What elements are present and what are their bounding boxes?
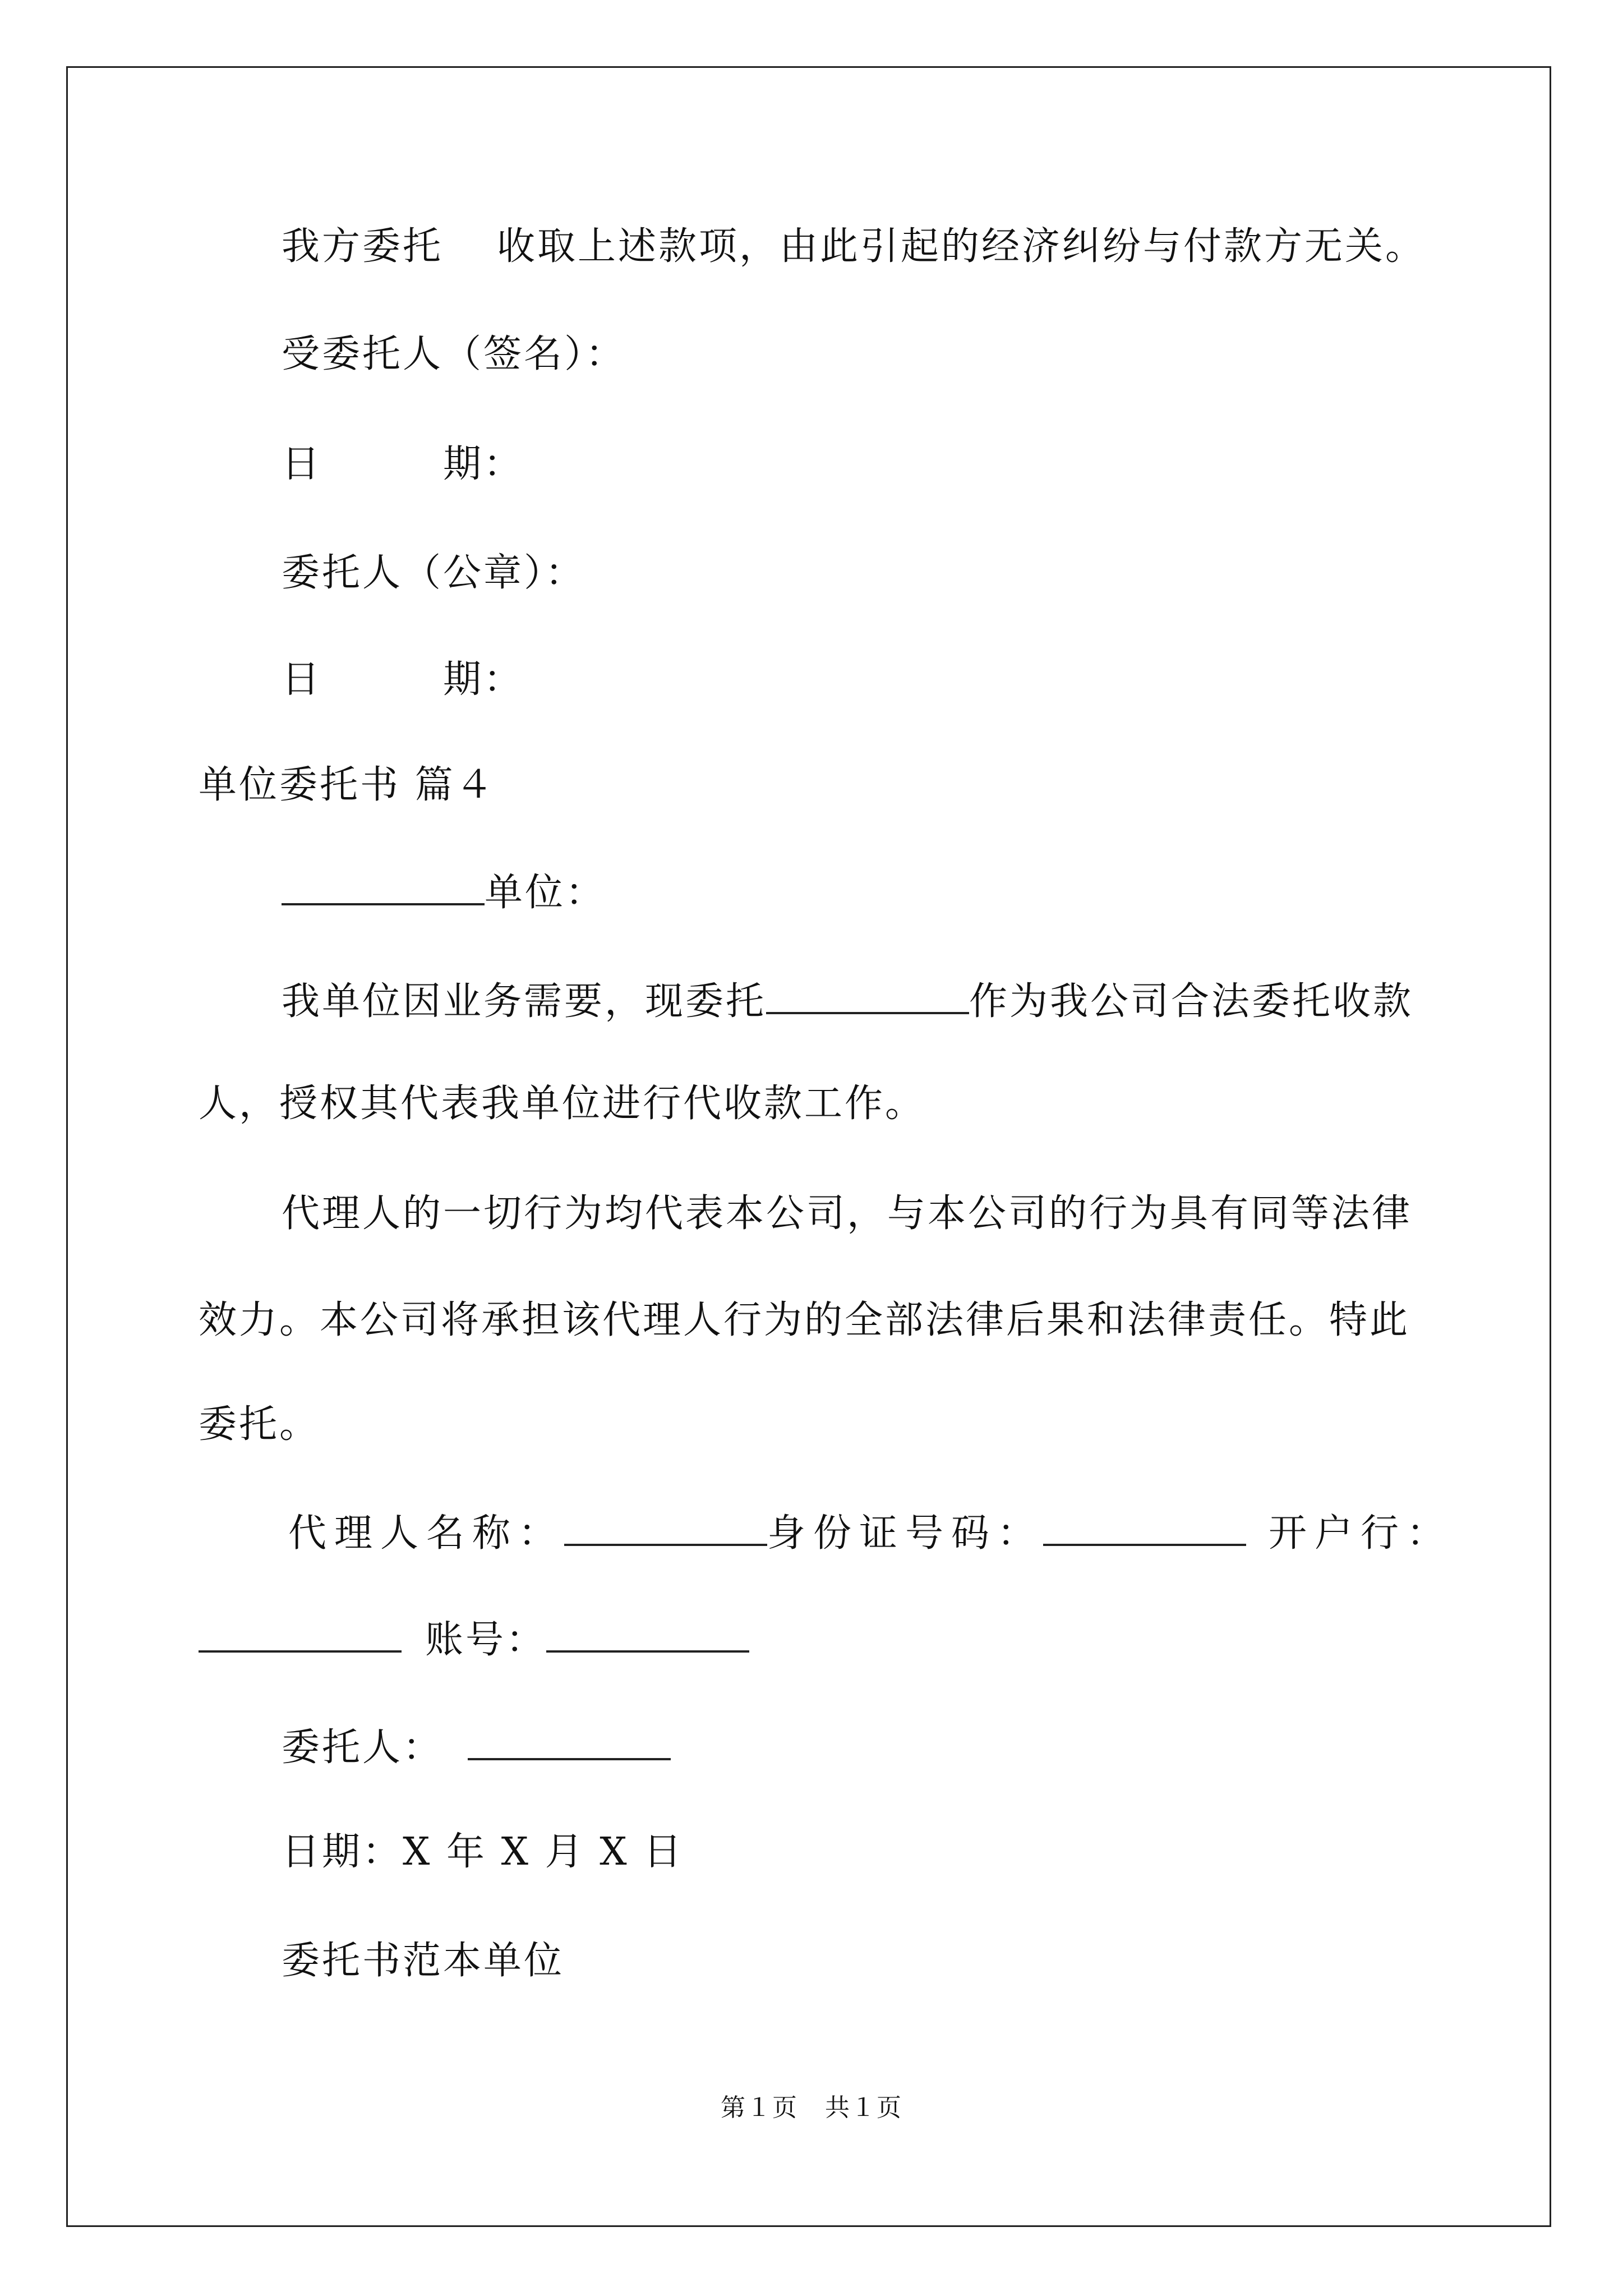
principal-line bbox=[282, 1724, 671, 1770]
label-bank: 开户行： bbox=[1269, 1511, 1453, 1556]
label-id-number: 身份证号码： bbox=[767, 1511, 1044, 1556]
text-unit: 单位： bbox=[485, 871, 606, 915]
label-agent-name: 代理人名称： bbox=[288, 1511, 565, 1556]
paragraph-entrust-collection bbox=[282, 224, 1426, 269]
blank-unit-name bbox=[282, 869, 485, 905]
text-business-need: 我单位因业务需要，现委托 bbox=[282, 979, 767, 1024]
label-principal-seal: 委托人（公章）： bbox=[282, 551, 586, 595]
page-footer bbox=[0, 2092, 1623, 2124]
blank-account bbox=[546, 1617, 749, 1653]
addressee-line bbox=[282, 869, 606, 915]
paragraph-legal-effect: 效力。本公司将承担该代理人行为的全部法律后果和法律责任。特此 bbox=[199, 1298, 1410, 1342]
text-entrust-prefix: 我方委托 bbox=[282, 224, 444, 269]
agent-info-line bbox=[288, 1510, 1453, 1556]
text-date-qi-2: 期： bbox=[443, 657, 524, 702]
text-entrust-suffix: 收取上述款项，由此引起的经济纠纷与付款方无关。 bbox=[497, 224, 1426, 269]
account-line bbox=[199, 1617, 749, 1663]
blank-principal bbox=[468, 1724, 671, 1760]
paragraph-business-need bbox=[282, 978, 1413, 1024]
paragraph-agent-acts: 代理人的一切行为均代表本公司，与本公司的行为具有同等法律 bbox=[282, 1191, 1413, 1236]
paragraph-hereby-entrust: 委托。 bbox=[199, 1402, 320, 1447]
text-as-collector: 作为我公司合法委托收款 bbox=[969, 979, 1414, 1024]
label-principal: 委托人： bbox=[282, 1726, 444, 1770]
text-date-qi-1: 期： bbox=[443, 442, 524, 486]
section-heading: 单位委托书 篇４ bbox=[199, 763, 496, 807]
label-account: 账号： bbox=[425, 1618, 547, 1662]
text-date-ri-1: 日 bbox=[282, 442, 322, 486]
page-total: 共１页 bbox=[825, 2093, 902, 2122]
label-trustee-signature: 受委托人（签名）： bbox=[282, 332, 626, 376]
blank-bank bbox=[199, 1617, 402, 1653]
template-unit-line: 委托书范本单位 bbox=[282, 1939, 565, 1983]
page-border bbox=[66, 66, 1551, 2227]
blank-agent-name-field bbox=[564, 1510, 767, 1546]
page-number: 第１页 bbox=[721, 2093, 798, 2122]
blank-agent-name bbox=[766, 978, 969, 1014]
label-date-2 bbox=[282, 657, 524, 702]
text-date-ri-2: 日 bbox=[282, 657, 322, 702]
blank-id-number bbox=[1043, 1510, 1246, 1546]
label-date-1 bbox=[282, 442, 524, 487]
paragraph-authorization: 人，授权其代表我单位进行代收款工作。 bbox=[199, 1082, 926, 1126]
date-line: 日期：X 年 X 月 X 日 bbox=[282, 1830, 684, 1874]
